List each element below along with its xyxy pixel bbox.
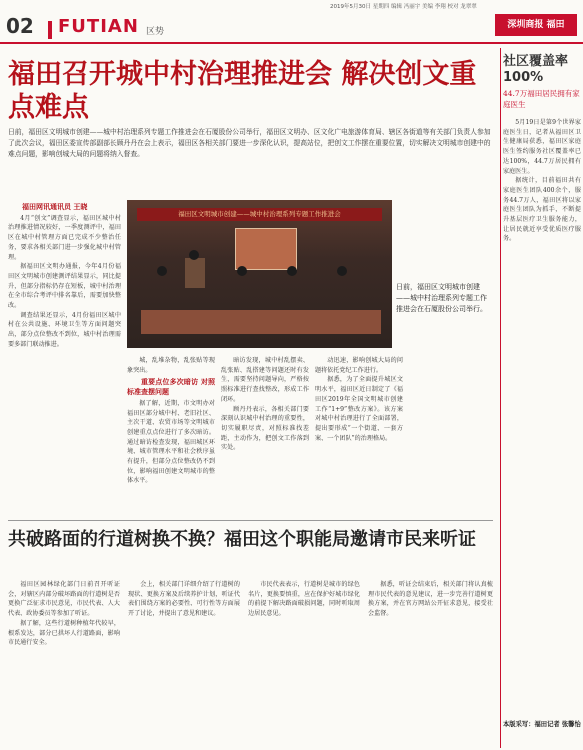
paragraph: 福田区园林绿化部门日前召开听证会，对辖区内部分破坏路面的行道树是否更换广泛征求市民意见，市民代表、人大代表、政协委员等参加了听证。 [8, 581, 120, 618]
bottom-column-2 [128, 580, 240, 619]
photo-caption: 日前，福田区文明城市创建——城中村治理系列专题工作推进会在石厦股份公司举行。 [396, 283, 487, 313]
attendee [337, 266, 347, 276]
paragraph: 据悉，为了全面提升城区文明水平，福田区近日制定了《福田区2019年全国文明城市创建工作“1+9”整改方案》。该方案对城中村治理进行了全面部署，提出要形成“一个街道、一套方案、一个团队”的治理格局。 [315, 376, 403, 442]
author-credit: 本版采写：福田记者 张馨怡 [503, 721, 581, 728]
article-column-4 [315, 356, 403, 443]
sidebar-headline: 社区覆盖率100% [503, 54, 569, 85]
second-headline: 共破路面的行道树换不换？福田这个职能局邀请市民来听证 [8, 529, 476, 550]
masthead-bar [48, 21, 52, 39]
paragraph: 据了解，近期，市文明办对福田区部分城中村、老旧社区、主次干道、农贸市场等文明城市创建重点点位进行了多次暗访。通过暗访检查发现，福田城区环境、城市管理水平和社会秩序虽有提升，但部分点位整改仍不到位，影响福田创建文明城市的整体水平。 [127, 399, 215, 485]
subheading: 重要点位多次暗访 对照标准查摆问题 [127, 377, 215, 397]
paragraph: 顾丹丹表示，各相关部门要深刻认识城中村治理的重要性，切实履职尽责，对照标准找差距，主动作为，把创文工作落到实处。 [221, 405, 309, 452]
conference-table [141, 310, 381, 334]
paragraph: 会上，相关部门详细介绍了行道树的现状、更换方案及后续养护计划，听证代表们围绕方案的必要性、可行性等方面展开了讨论，并提出了意见和建议。 [128, 581, 240, 618]
article-column-2 [127, 356, 215, 486]
bottom-column-3 [248, 580, 360, 619]
issue-meta: 2019年5月30日 星期四 编辑 冯丽宇 美编 李翔 校对 龙翠翠 [330, 4, 477, 10]
paragraph: 4月“创文”调查显示，福田区城中村治理推进情况较好，一季度测评中，福田区在城中村管理方面已完成不少整治任务，要求各相关部门进一步强化城中村管理。 [8, 214, 121, 261]
lead-paragraph: 日前，福田区文明城市创建——城中村治理系列专题工作推进会在石厦股份公司举行，福田区文明办、区文化广电旅游体育局、辖区各街道等有关部门负责人参加了此次会议，福田区委宣传部副部长顾丹丹在会上表示，福田区各相关部门要进一步深化认识，提高站位，把创文工作摆在重要位置，切实解决文明城市创建中的难点问题，影响创城大局的问题将纳入督查。 [8, 128, 491, 158]
photo-banner: 福田区文明城市创建——城中村治理系列专题工作推进会 [137, 208, 382, 221]
brand-title: FUTIAN [58, 16, 139, 37]
podium [185, 258, 205, 288]
section-label: 区势 [146, 27, 165, 37]
main-headline: 福田召开城中村治理推进会 解决创文重点难点 [8, 59, 477, 123]
paragraph: 据统计，目前福田共有家庭医生团队400余个，服务44.7万人，福田区将以家庭医生团队为抓手，不断提升基层医疗卫生服务能力，让居民就近享受优质医疗服务。 [503, 177, 581, 243]
paragraph: 据了解，这些行道树种植年代较早，根系发达，部分已拱坏人行道路面，影响市民通行安全。 [8, 619, 120, 647]
paragraph: 5月19日是第9个世界家庭医生日，记者从福田区卫生健康局获悉，福田区家庭医生签约服务社区覆盖率已达100%，44.7万居民拥有家庭医生。 [503, 119, 581, 175]
speaker [189, 250, 199, 260]
article-column-3 [221, 356, 309, 453]
paragraph: 调查结果还显示，4月份福田区城中村在公共设施、环境卫生等方面问题突出，部分点位整改不到位，城中村治理需要多部门联动推进。 [8, 311, 121, 348]
masthead [0, 14, 583, 44]
article-column-1 [8, 200, 121, 350]
paragraph: 动迅速，影响创城大局的问题将依托党纪工作进行。 [315, 357, 403, 374]
attendee [157, 266, 167, 276]
byline: 福田网讯通讯员 王晓 [22, 202, 88, 211]
paragraph: 市民代表表示，行道树是城市的绿色名片，更换要慎重，应在保护好城市绿化的前提下解决路面破损问题，同时听取周边居民意见。 [248, 581, 360, 618]
projection-screen [235, 228, 297, 270]
paragraph: 暗访发现，城中村乱摆卖、乱张贴、乱搭建等问题还时有发生，需要坚持问题导向，严格按照标准进行查找整改，形成工作闭环。 [221, 357, 309, 403]
paper-logo: 深圳商报 福田 [495, 14, 577, 36]
sidebar-body [503, 118, 581, 244]
paragraph: 据福田区文明办通报，今年4月份福田区文明城市创建测评结果显示，同比提升，但部分指标仍存在短板，城中村治理在全市综合考评中排名靠后，需要加快整改。 [8, 263, 121, 310]
divider [8, 520, 493, 521]
page-number: 02 [6, 14, 34, 38]
sidebar-subheadline: 44.7万福田居民拥有家庭医生 [503, 89, 580, 109]
bottom-column-4 [368, 580, 493, 619]
paragraph: 据悉，听证会结束后，相关部门将认真梳理市民代表的意见建议，进一步完善行道树更换方案，并在官方网站公开征求意见，接受社会监督。 [368, 581, 493, 618]
attendee [237, 266, 247, 276]
paragraph: 城，乱堆杂物，乱张贴等现象突出。 [127, 357, 215, 374]
attendee [287, 266, 297, 276]
bottom-column-1 [8, 580, 120, 648]
meeting-photo [127, 200, 392, 348]
